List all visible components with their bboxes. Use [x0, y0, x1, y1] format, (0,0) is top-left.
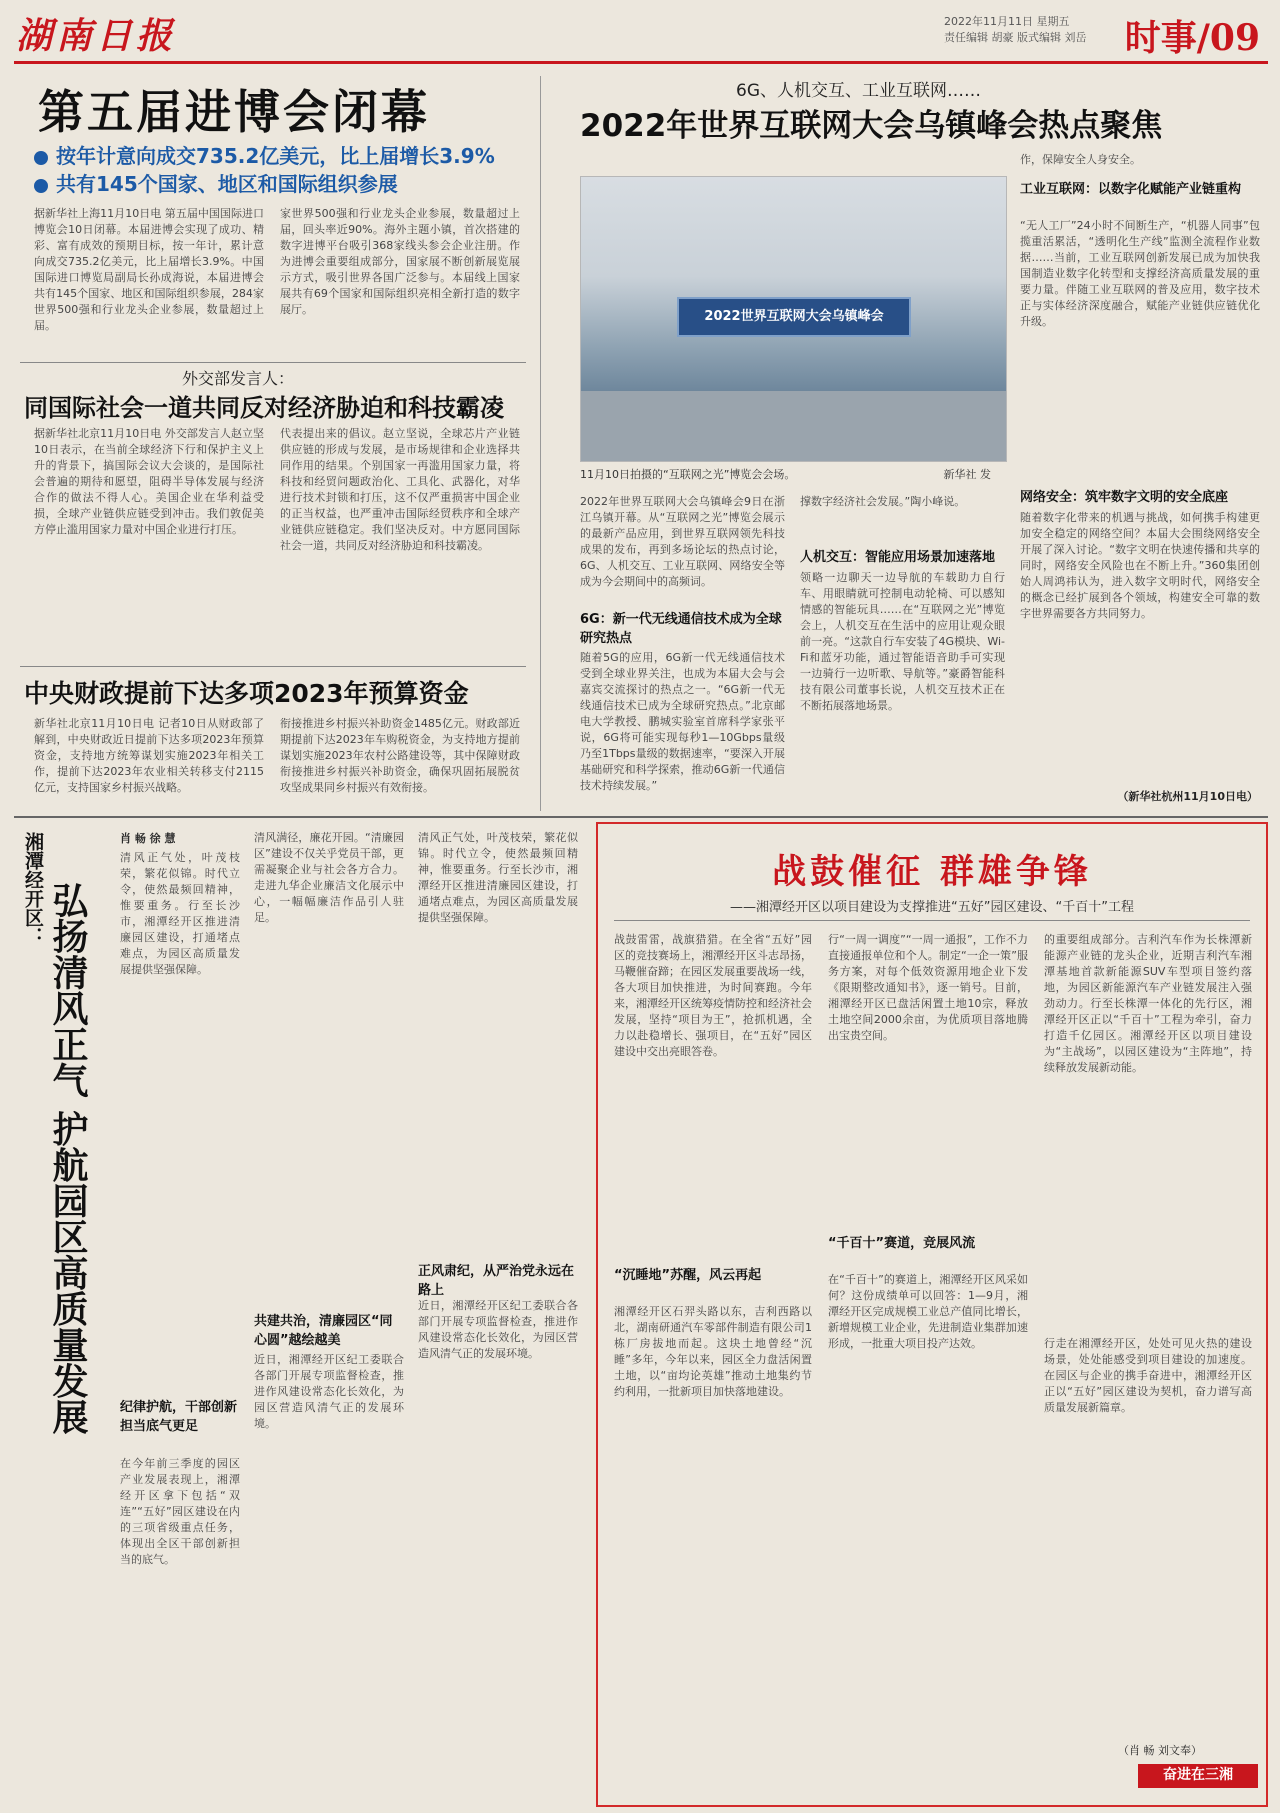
headline-mfa: 同国际社会一道共同反对经济胁迫和科技霸凌 — [24, 394, 504, 422]
internet-col1-intro: 2022年世界互联网大会乌镇峰会9日在浙江乌镇开幕。从“互联网之光”博览会展示的最新产品应用，到世界互联网领先科技成果的发布，再到多场论坛的热点讨论，6G、人机交互、工业互联网、网络安全等成为今会期间中的高频词。 — [580, 495, 785, 588]
feature-col3: 的重要组成部分。吉利汽车作为长株潭新能源产业链的龙头企业，近期吉利汽车湘潭基地首款新能源SUV车型项目签约落地，为园区新能源汽车产业链发展注入强劲动力。行至长株潭一体化的先行区，湘潭经开区正以“千百十”工程为牵引，奋力打造千亿园区。湘潭经开区以项目建设为“主战场”，以园区建设为“主阵地”，持续释放发展新动能。 — [1044, 933, 1252, 1074]
feature-box — [596, 822, 1268, 1807]
sidebar-col2: 清风满径，廉花开园。“清廉园区”建设不仅关乎党员干部，更需凝聚企业与社会各方合力。走进九华企业廉洁文化展示中心，一幅幅廉洁作品引人驻足。 — [254, 831, 404, 924]
sidebar-body-2: 在今年前三季度的园区产业发展表现上，湘潭经开区拿下包括“双连”“五好”园区建设在内的三项省级重点任务，体现出全区干部创新担当的底气。 — [120, 1457, 240, 1566]
internet-col2-top: 撑数字经济社会发展。”陶小峰说。 — [800, 495, 966, 508]
bullet-dot-icon — [34, 179, 48, 193]
internet-col2-hci: 领略一边聊天一边导航的车载助力自行车、用眼睛就可控制电动轮椅、可以感知情感的智能玩具……在“互联网之光”博览会上，人机交互在生活中的应用让观众眼前一亮。“这款自行车安装了4G模块、Wi-Fi和蓝牙功能，通过智能语音助手可实现一边骑行一边听歌、导航等。”豪爵智能科技有限公司董事长说，人机交互技术正在不断拓展落地场景。 — [800, 571, 1005, 712]
body-budget-right: 衔接推进乡村振兴补助资金1485亿元。财政部近期提前下达2023年车购税资金，为支持地方提前谋划实施2023年农村公路建设等，其中保障财政衔接推进乡村振兴补助资金，确保巩固拓展脱贫攻坚成果同乡村振兴有效衔接。 — [280, 717, 520, 794]
sub-6g: 6G：新一代无线通信技术成为全球研究热点 — [580, 612, 782, 646]
internet-col3-top: 作，保障安全人身安全。 — [1020, 153, 1141, 166]
masthead — [14, 6, 1268, 64]
headline-ciie: 第五届进博会闭幕 — [38, 85, 430, 139]
sub-security: 网络安全：筑牢数字文明的安全底座 — [1020, 490, 1229, 505]
divider — [14, 816, 1268, 818]
sidebar-col3: 清风正气处，叶茂枝荣，繁花似锦。时代立令，使然最频回精神，惟要重务。行至长沙市，湘潭经开区推进清廉园区建设，打通堵点难点，为园区高质量发展提供坚强保障。 — [418, 831, 578, 924]
internet-col3-industrial: “无人工厂”24小时不间断生产，“机器人同事”包揽重活累活，“透明化生产线”监测全流程作业数据……当前，工业互联网创新发展已成为加快我国制造业数字化转型和支撑经济高质量发展的重要力量。伴随工业互联网的普及应用，数字技术正与实体经济深度融合，赋能产业链供应链优化升级。 — [1020, 219, 1260, 328]
byline-internet: （新华社杭州11月10日电） — [1117, 790, 1258, 803]
sidebar-sub-2: 共建共治，清廉园区“同心圆”越绘越美 — [254, 1314, 393, 1348]
kicker-mfa: 外交部发言人： — [182, 369, 295, 388]
internet-col1-6g: 随着5G的应用，6G新一代无线通信技术受到全球业界关注，也成为本届大会与会嘉宾交流探讨的热点之一。“6G新一代无线通信技术已成为全球研究热点。”北京邮电大学教授、鹏城实验室首席科学家张平说，6G将可能实现每秒1—10Gbps量级乃至1Tbps量级的数据速率，“要深入开展基础研究和科学探索，推动6G新一代通信技术持续发展。” — [580, 651, 785, 792]
headline-budget: 中央财政提前下达多项2023年预算资金 — [24, 679, 469, 708]
feature-col1b: 湘潭经开区石羿头路以东，吉利西路以北，湖南研通汽车零部件制造有限公司1栋厂房拔地而起。这块土地曾经“沉睡”多年，今年以来，园区全力盘活闲置土地，以“亩均论英雄”推动土地集约节约利用，一批新项目加快落地建设。 — [614, 1305, 812, 1398]
feature-col1: 战鼓雷雷，战旗猎猎。在全省“五好”园区的竞技赛场上，湘潭经开区斗志昂扬，马鞭催奋蹄；在园区发展重要战场一线，各大项目加快推进，为时间赛跑。今年来，湘潭经开区统筹疫情防控和经济社会发展，坚持“项目为王”，抢抓机遇，全力以赴稳增长、强项目，在“五好”园区建设中交出亮眼答卷。 — [614, 933, 812, 1058]
conference-photo — [580, 176, 1007, 462]
sub-industrial: 工业互联网：以数字化赋能产业链重构 — [1020, 182, 1242, 197]
paper-logo: 湖南日报 — [16, 15, 177, 57]
sidebar-col2b: 近日，湘潭经开区纪工委联合各部门开展专项监督检查，推进作风建设常态化长效化，为园区营造风清气正的发展环境。 — [254, 1353, 404, 1430]
sidebar-sub-1: 纪律护航，干部创新担当底气更足 — [120, 1400, 238, 1434]
article-mfa — [14, 364, 530, 664]
body-mfa-right: 代表提出来的倡议。赵立坚说，全球芯片产业链供应链的形成与发展，是市场规律和企业选择共同作用的结果。个别国家一再滥用国家力量，将科技和经贸问题政治化、工具化、武器化，对华进行技术封锁和打压，这不仅严重损害中国企业的正当权益，也严重冲击国际经贸秩序和全球产业链供应链稳定。我们坚决反对。中方愿同国际社会一道，共同反对经济胁迫和科技霸凌。 — [280, 427, 520, 552]
article-budget — [14, 668, 530, 808]
sidebar-article — [14, 822, 586, 1807]
body-ciie-right: 家世界500强和行业龙头企业参展，数量超过上届，回头率近90%。海外主题小镇，首次搭建的数字进博平台吸引368家线头参会企业注册。作为进博会重要组成部分，国家展不断创新展览展示方式，吸引世界各国广泛参与。本届线上国家展共有69个国家和国际组织亮相全新打造的数字展厅。 — [280, 207, 520, 316]
divider — [20, 666, 526, 667]
body-budget-left: 新华社北京11月10日电 记者10日从财政部了解到，中央财政近日提前下达多项2023年预算资金，支持地方统筹谋划实施2023年相关工作，提前下达2023年农业相关转移支付2115亿元，支持国家乡村振兴战略。 — [34, 717, 264, 794]
photo-caption: 11月10日拍摄的“互联网之光”博览会会场。 新华社 发 — [580, 468, 991, 481]
sidebar-sub-3: 正风肃纪，从严治党永远在路上 — [418, 1264, 575, 1298]
kicker-internet: 6G、人机交互、工业互联网…… — [736, 81, 981, 101]
feature-banner: 奋进在三湘 — [1138, 1764, 1258, 1788]
photo-credit: 新华社 发 — [943, 468, 991, 481]
date-line: 2022年11月11日 星期五 责任编辑 胡豪 版式编辑 刘岳 — [944, 15, 1087, 44]
headline-internet: 2022年世界互联网大会乌镇峰会热点聚焦 — [580, 108, 1163, 144]
divider — [540, 76, 541, 811]
section-title: 时事/09 — [1124, 17, 1260, 59]
photo-sign: 2022世界互联网大会乌镇峰会 — [677, 297, 911, 337]
feature-col2: 行“一周一调度”“一周一通报”，工作不力直接通报单位和个人。制定“一企一策”服务方案，对每个低效资源用地企业下发《限期整改通知书》，逐一销号。目前，湘潭经开区已盘活闲置土地10宗，释放土地空间2000余亩，为优质项目落地腾出宝贵空间。 — [828, 933, 1028, 1042]
sidebar-author: 肖 畅 徐 慧 — [120, 832, 176, 845]
article-internet — [550, 76, 1268, 811]
feature-sub-1: “沉睡地”苏醒，风云再起 — [614, 1268, 762, 1283]
sub-hci: 人机交互：智能应用场景加速落地 — [800, 550, 996, 565]
sidebar-body-1: 清风正气处，叶茂枝荣，繁花似锦。时代立令，使然最频回精神，惟要重务。行至长沙市，湘潭经开区推进清廉园区建设，打通堵点难点，为园区高质量发展提供坚强保障。 — [120, 851, 240, 976]
feature-author: （肖 畅 刘文奉） — [1118, 1744, 1202, 1757]
feature-col2b: 在“千百十”的赛道上，湘潭经开区风采如何？这份成绩单可以回答：1—9月，湘潭经开区完成规模工业总产值同比增长，新增规模工业企业，先进制造业集群加速形成，一批重大项目投产达效。 — [828, 1273, 1028, 1350]
divider — [614, 920, 1250, 921]
feature-sub-2: “千百十”赛道，竞展风流 — [828, 1236, 976, 1251]
divider — [20, 362, 526, 363]
feature-subtitle: ——湘潭经开区以项目建设为支撑推进“五好”园区建设、“千百十”工程 — [730, 900, 1134, 915]
bullet-2: 共有145个国家、地区和国际组织参展 — [34, 168, 398, 197]
feature-col3b: 行走在湘潭经开区，处处可见火热的建设场景，处处能感受到项目建设的加速度。在园区与企业的携手奋进中，湘潭经开区正以“五好”园区建设为契机，奋力谱写高质量发展新篇章。 — [1044, 1337, 1252, 1414]
body-mfa-left: 据新华社北京11月10日电 外交部发言人赵立坚10日表示，在当前全球经济下行和保护主义上升的背景下，搞国际会议大会谈的，是国际社会普遍的期待和愿望，阻碍半导体发展与经济合作的做法不得人心。美国企业在华利益受损，全球产业链供应链受到冲击。我们敦促美方停止滥用国家力量对中国企业进行打压。 — [34, 427, 264, 536]
bullet-1: 按年计意向成交735.2亿美元，比上届增长3.9% — [34, 140, 495, 169]
sidebar-col3b: 近日，湘潭经开区纪工委联合各部门开展专项监督检查，推进作风建设常态化长效化，为园区营造风清气正的发展环境。 — [418, 1299, 578, 1360]
sidebar-title: 弘扬清风正气 护航园区高质量发展 — [47, 882, 89, 1435]
feature-headline: 战鼓催征 群雄争锋 — [772, 852, 1092, 892]
internet-col3-security: 随着数字化带来的机遇与挑战，如何携手构建更加安全稳定的网络空间？本届大会围绕网络安全开展了深入讨论。“数字文明在快速传播和共享的同时，网络安全风险也在不断上升。”360集团创始人周鸿祎认为，进入数字文明时代，网络安全的概念已经扩展到各个领域，构建安全可靠的数字世界需要各方共同努力。 — [1020, 511, 1260, 620]
body-ciie-left: 据新华社上海11月10日电 第五届中国国际进口博览会10日闭幕。本届进博会实现了成功、精彩、富有成效的预期目标，按一年计，累计意向成交735.2亿美元，比上届增长3.9%。中国国际进口博览局副局长孙成海说，本届进博会共有145个国家、地区和国际组织参展，284家世界500强和行业龙头企业参展，数量超过上届。 — [34, 207, 264, 332]
sidebar-label: 湘潭经开区： — [22, 832, 44, 946]
photo-floor — [581, 391, 1006, 461]
article-ciie — [14, 76, 530, 356]
bullet-dot-icon — [34, 151, 48, 165]
